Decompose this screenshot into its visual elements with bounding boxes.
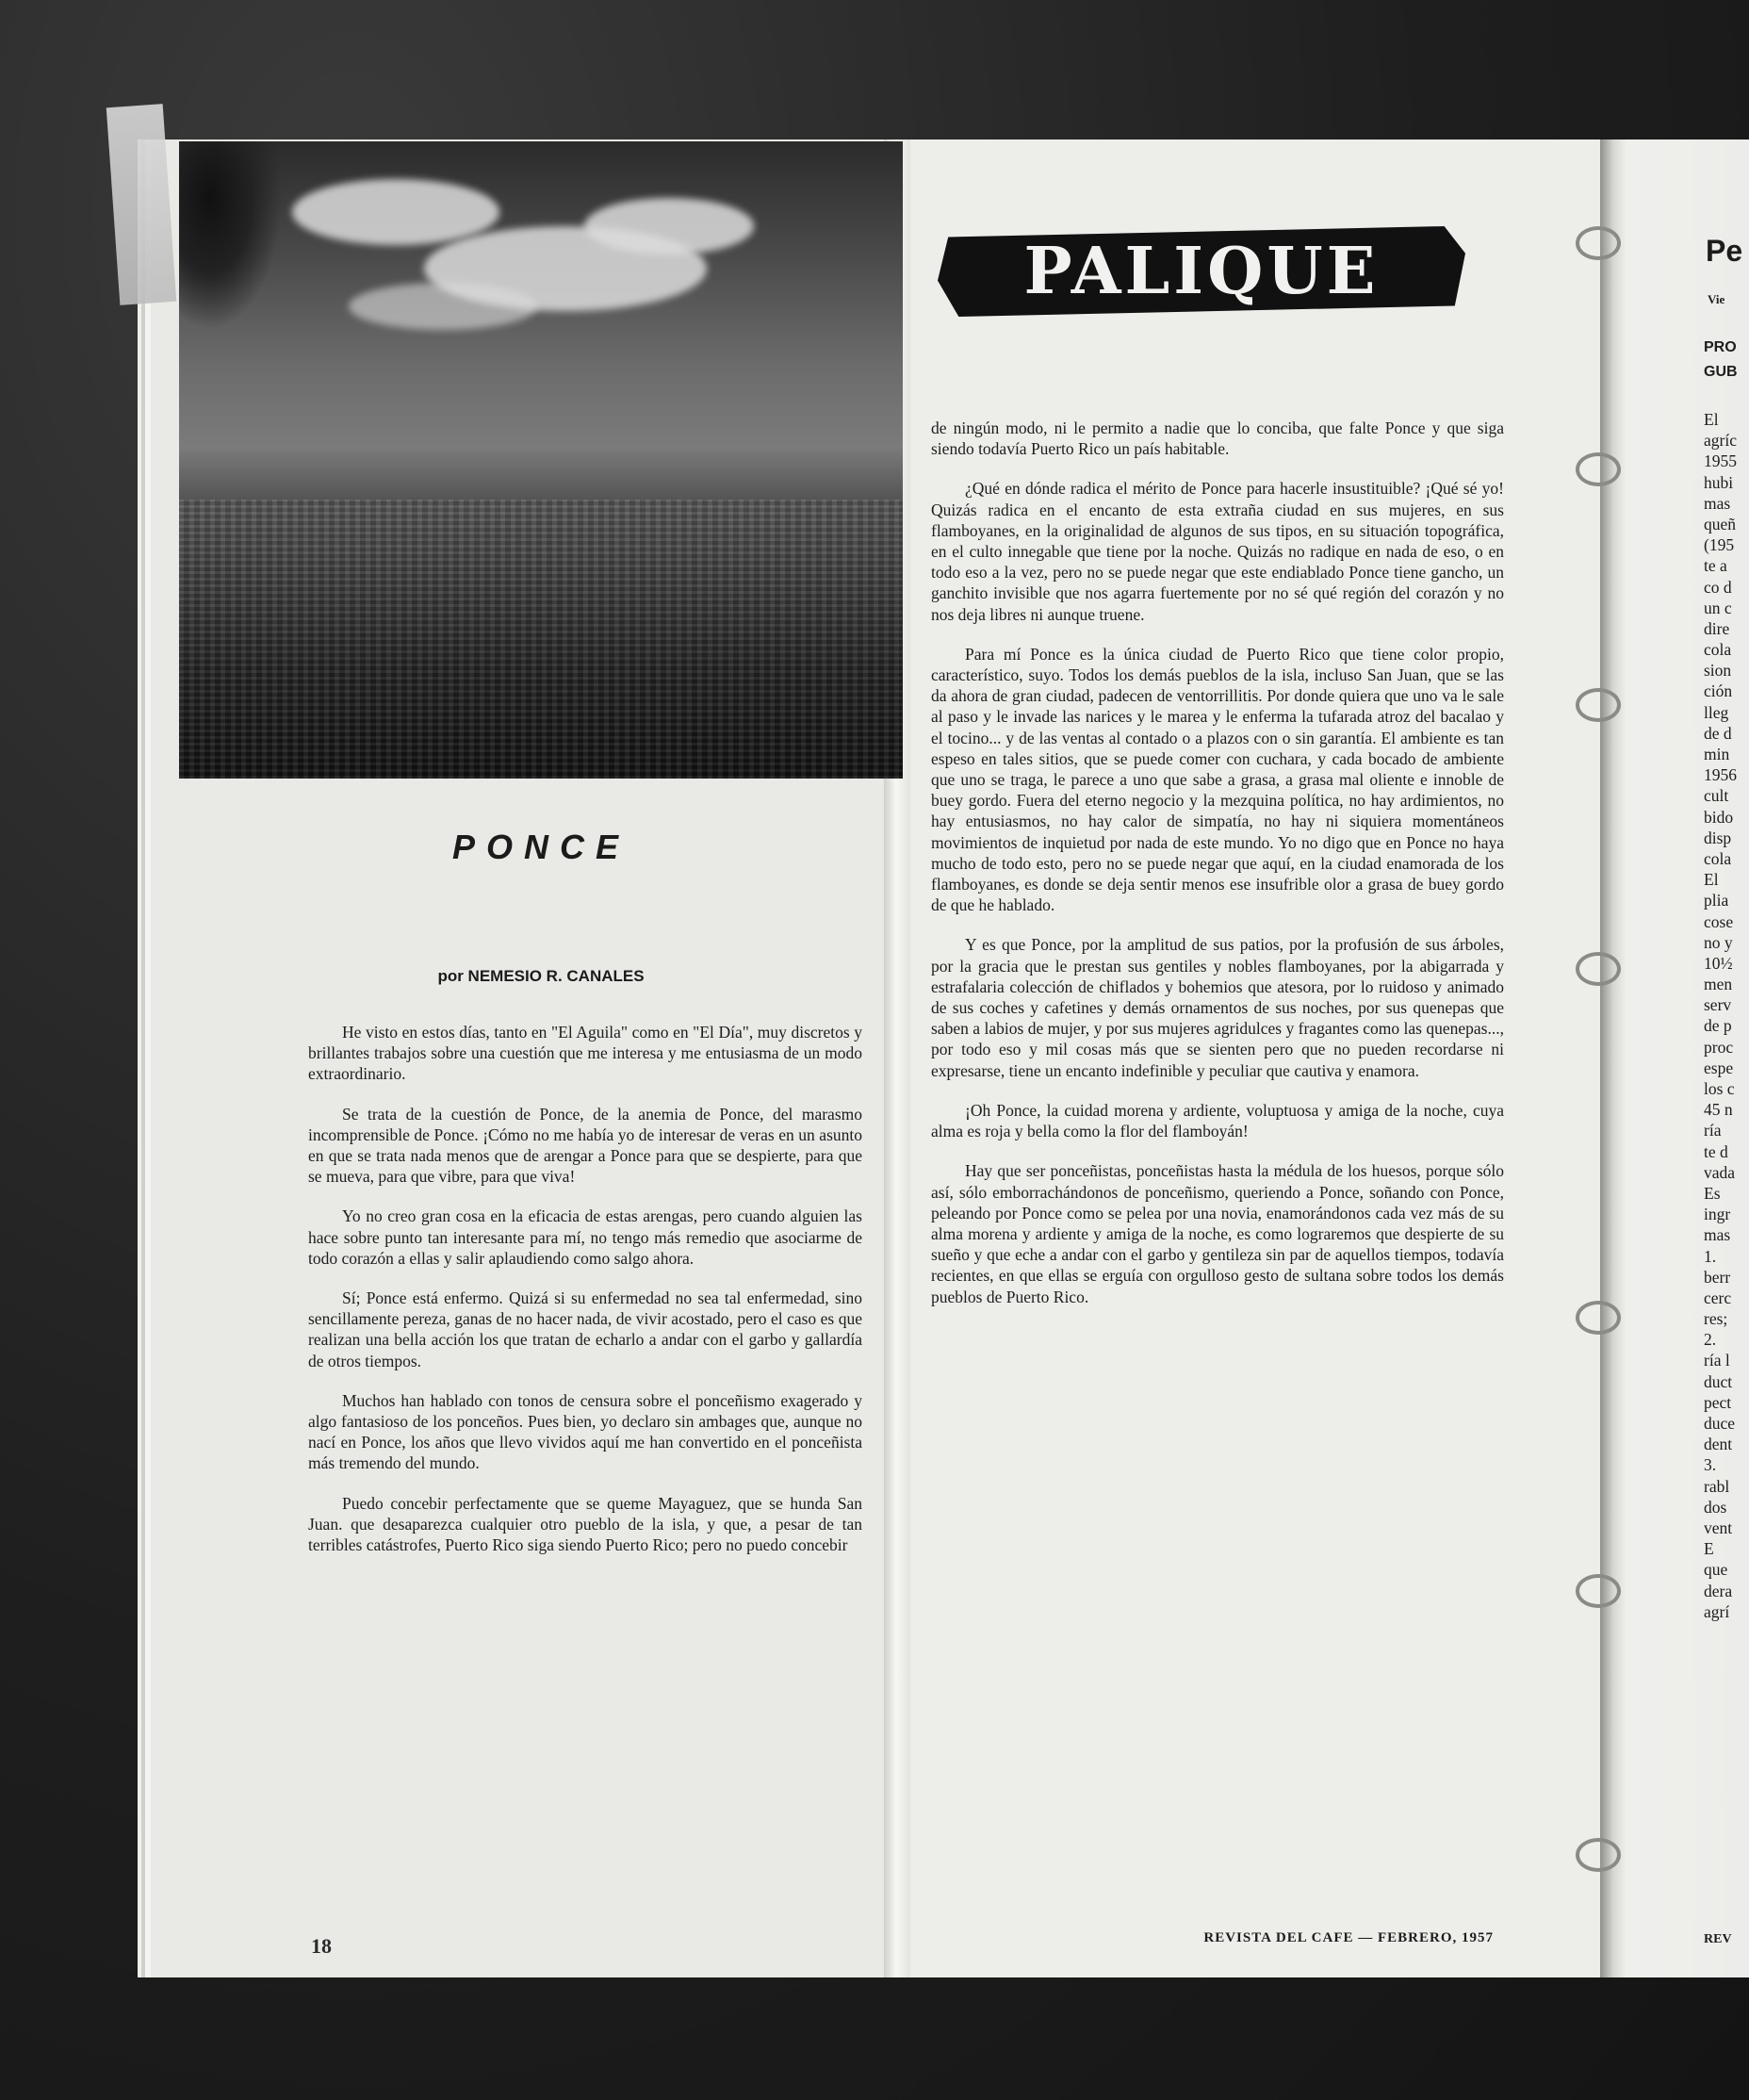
next-page-line: dos — [1704, 1497, 1727, 1517]
next-page-line: espe — [1704, 1058, 1734, 1077]
binder-ring — [1576, 688, 1621, 722]
left-column — [308, 1022, 862, 1574]
paragraph: Para mí Ponce es la única ciudad de Puerto Rico que tiene color propio, característico, suyo. Todos los demás pueblos de la isla, incluso San Juan, que se las da ahora de gran ciudad, padecen de ventorrillitis. Por donde quiera que uno va le sale al paso y le invade las narices y le marea y le enferma la tufarada atroz del bacalao y el tocino... y de las ventas al contado o a plazos con o sin garantía. El ambiente es tan espeso en tales sitios, que se puede comer con cuchara, y cada bocado de ambiente que uno se traga, le parece a uno que sabe a grasa, a grasa mal oliente e innoble de buey gordo. Fuera del eterno negocio y la mezquina política, no hay ardimientos, no hay entusiasmos, no hay calor de simpatía, no hay ni siquiera momentáneos movimientos de inquietud por nada de este mundo. Yo no digo que en Ponce no haya mucho de todo esto, pero no se puede negar que aquí, en la ciudad enamorada de los flamboyanes, es donde se deja sentir menos ese insufrible olor a grasa de buey gordo de que he hablado. — [931, 644, 1504, 915]
next-page-line: mas — [1704, 1225, 1731, 1245]
next-page-line: 2. — [1704, 1330, 1717, 1350]
next-page-line: dera — [1704, 1581, 1733, 1600]
binder-ring — [1576, 1301, 1621, 1335]
paragraph: He visto en estos días, tanto en "El Aguila" como en "El Día", muy discretos y brillantes trabajos sobre una cuestión que me interesa y me entusiasma de un modo extraordinario. — [308, 1023, 862, 1084]
next-page-line: co d — [1704, 577, 1732, 597]
next-page-line: ingr — [1704, 1205, 1731, 1224]
next-page-line: dire — [1704, 618, 1730, 638]
binder-ring — [1576, 452, 1621, 486]
next-page-line: (195 — [1704, 535, 1735, 555]
next-page-line: proc — [1704, 1037, 1734, 1057]
next-page-line: dent — [1704, 1435, 1733, 1454]
next-page-line: 1. — [1704, 1246, 1717, 1266]
next-page-line: 45 n — [1704, 1100, 1733, 1120]
page-number: 18 — [311, 1934, 332, 1958]
next-page-line: rabl — [1704, 1476, 1730, 1496]
next-page-line: min — [1704, 745, 1730, 763]
next-page-text-column — [1704, 409, 1749, 1622]
paragraph: Muchos han hablado con tonos de censura sobre el ponceñismo exagerado y algo fantasioso de los ponceños. Pues bien, yo declaro sin ambages que, aunque no nací en Ponce, los años que llevo vividos aquí me han convertido en el ponceñista más tremendo del mundo. — [308, 1390, 862, 1473]
next-page-line: 10½ — [1704, 953, 1733, 973]
next-page-line: un c — [1704, 598, 1732, 617]
next-page-line: bido — [1704, 807, 1734, 827]
paragraph: Se trata de la cuestión de Ponce, de la anemia de Ponce, del marasmo incomprensible de Ponce. ¡Cómo no me había yo de interesar de veras en un asunto en que se trata nada menos que de arengar a Ponce para que se despierte, para que se mueva, para que vibre, para que viva! — [308, 1104, 862, 1187]
next-page-line: Es — [1704, 1183, 1721, 1203]
next-page-line: agrí — [1704, 1601, 1730, 1621]
story-title: PONCE — [451, 828, 630, 866]
next-page-line: duct — [1704, 1371, 1733, 1391]
next-page-line: te a — [1704, 556, 1727, 576]
next-page-heading: PRO — [1704, 339, 1737, 355]
next-page-line: cose — [1704, 911, 1734, 931]
town-panorama — [179, 500, 903, 779]
next-page-line: que — [1704, 1560, 1728, 1580]
next-page-line: hubi — [1704, 472, 1734, 492]
running-foot: REVISTA DEL CAFE — FEBRERO, 1957 — [1203, 1930, 1494, 1945]
masthead-title: PALIQUE — [1023, 234, 1380, 309]
next-page-line: los c — [1704, 1079, 1735, 1098]
right-column — [931, 418, 1504, 1326]
next-page-line: disp — [1704, 828, 1732, 847]
next-page-line: pect — [1704, 1392, 1732, 1412]
next-page-heading: GUB — [1704, 364, 1738, 380]
binder-ring — [1576, 1838, 1621, 1872]
next-page-foot: REV — [1704, 1932, 1732, 1946]
next-page-line: duce — [1704, 1414, 1736, 1433]
next-page-line: El — [1704, 410, 1719, 429]
next-page-line: 3. — [1704, 1455, 1717, 1475]
next-page-line: te d — [1704, 1141, 1728, 1161]
next-page-line: plia — [1704, 891, 1729, 911]
next-page-line: lleg — [1704, 702, 1729, 722]
binder-ring — [1576, 1574, 1621, 1608]
next-page-line: cola — [1704, 640, 1732, 660]
next-page-line: de d — [1704, 723, 1732, 743]
paragraph: de ningún modo, ni le permito a nadie que lo conciba, que falte Ponce y que siga siendo todavía Puerto Rico un país habitable. — [931, 418, 1504, 459]
tree-silhouette — [179, 141, 283, 330]
binder-ring — [1576, 952, 1621, 986]
next-page-line: cerc — [1704, 1288, 1732, 1307]
next-page-line: vada — [1704, 1162, 1736, 1182]
paragraph: Hay que ser ponceñistas, ponceñistas hasta la médula de los huesos, porque sólo así, sólo emborrachándonos de ponceñismo, queriendo a Ponce, soñando con Ponce, peleando por Ponce como se pelea por una novia, enamorándonos cada vez más de su alma morena y ardiente y amiga de la noche, es como lograremos que despierte de su sueño y que eche a andar con el garbo y gentileza sin par de aquellos tiempos, todavía recientes, en que ellas se erguía con orgulloso gesto de sultana sobre todos los demás pueblos de Puerto Rico. — [931, 1161, 1504, 1306]
next-page-line: ción — [1704, 681, 1733, 701]
next-page-line: serv — [1704, 995, 1732, 1015]
next-page-title: Pe — [1706, 234, 1743, 268]
next-page-line: El — [1704, 870, 1719, 890]
next-page-line: berr — [1704, 1267, 1731, 1287]
next-page-line: E — [1704, 1539, 1714, 1559]
byline: por NEMESIO R. CANALES — [437, 967, 645, 985]
paragraph: Yo no creo gran cosa en la eficacia de estas arengas, pero cuando alguien las hace sobre punto tan interesante para mí, no tengo más remedio que asociarme de todo corazón a ellas y salir aplaudiendo como salgo ahora. — [308, 1206, 862, 1268]
paragraph: Sí; Ponce está enfermo. Quizá si su enfermedad no sea tal enfermedad, sino sencillamente pereza, ganas de no hacer nada, de vivir acostado, pero el caso es que realizan una bella acción los que tratan de echarlo a andar con el garbo y gallardía de otros tiempos. — [308, 1288, 862, 1370]
next-page-line: ría — [1704, 1121, 1722, 1140]
binder-ring — [1576, 226, 1621, 260]
next-page-line: sion — [1704, 661, 1732, 681]
next-page-line: cola — [1704, 848, 1732, 868]
next-page-line: mas — [1704, 493, 1731, 513]
next-page-line: ría l — [1704, 1351, 1730, 1370]
next-page-line: queñ — [1704, 514, 1737, 533]
paragraph: ¡Oh Ponce, la cuidad morena y ardiente, voluptuosa y amiga de la noche, cuya alma es roja y bella como la flor del flamboyán! — [931, 1100, 1504, 1141]
paragraph: Y es que Ponce, por la amplitud de sus patios, por la profusión de sus árboles, por la gracia que le prestan sus gentiles y nobles flamboyanes, por la abigarrada y estrafalaria colección de chiflados y bohemios que atesora, por lo ruidoso y animado de sus coches y cafetines y demás ornamentos de sus noches, por sus quenepas que saben a labios de mujer, y por sus mujeres agridulces y fragantes como las quenepas..., por todo eso y mil cosas más que se sienten pero que no pueden recordarse ni expresarse, tiene un encanto indefinible y peculiar que cautiva y enamora. — [931, 935, 1504, 1080]
next-page-line: no y — [1704, 932, 1733, 952]
paragraph: ¿Qué en dónde radica el mérito de Ponce para hacerle insustituible? ¡Qué sé yo! Quizás radica en el encanto de esta extraña ciudad en sus mujeres, en sus flamboyanes, en la originalidad de algunos de sus tipos, en su situación topográfica, en el culto innegable que tiene por la noche. Quizás no radique en nada de eso, o en todo eso a la vez, pero no se puede negar que este endiablado Ponce tiene gancho, un ganchito invisible que nos agarra fuertemente por no sé qué región del corazón y no nos deja libres ni aunque truene. — [931, 479, 1504, 624]
next-page-line: vent — [1704, 1518, 1733, 1537]
next-page-line: res; — [1704, 1309, 1728, 1329]
paragraph: Puedo concebir perfectamente que se queme Mayaguez, que se hunda San Juan. que desaparezca cualquier otro pueblo de la isla, y que, a pesar de tan terribles catástrofes, Puerto Rico siga siendo Puerto Rico; pero no puedo concebir — [308, 1493, 862, 1555]
next-page-line: 1955 — [1704, 451, 1737, 471]
next-page-subtitle: Vie — [1708, 292, 1725, 306]
city-photograph — [179, 141, 903, 779]
next-page-line: cult — [1704, 786, 1729, 806]
next-page-line: 1956 — [1704, 765, 1737, 785]
next-page-line: de p — [1704, 1016, 1732, 1036]
binder-rings — [1576, 141, 1613, 1932]
next-page-line: men — [1704, 975, 1733, 994]
next-page-line: agríc — [1704, 431, 1737, 451]
